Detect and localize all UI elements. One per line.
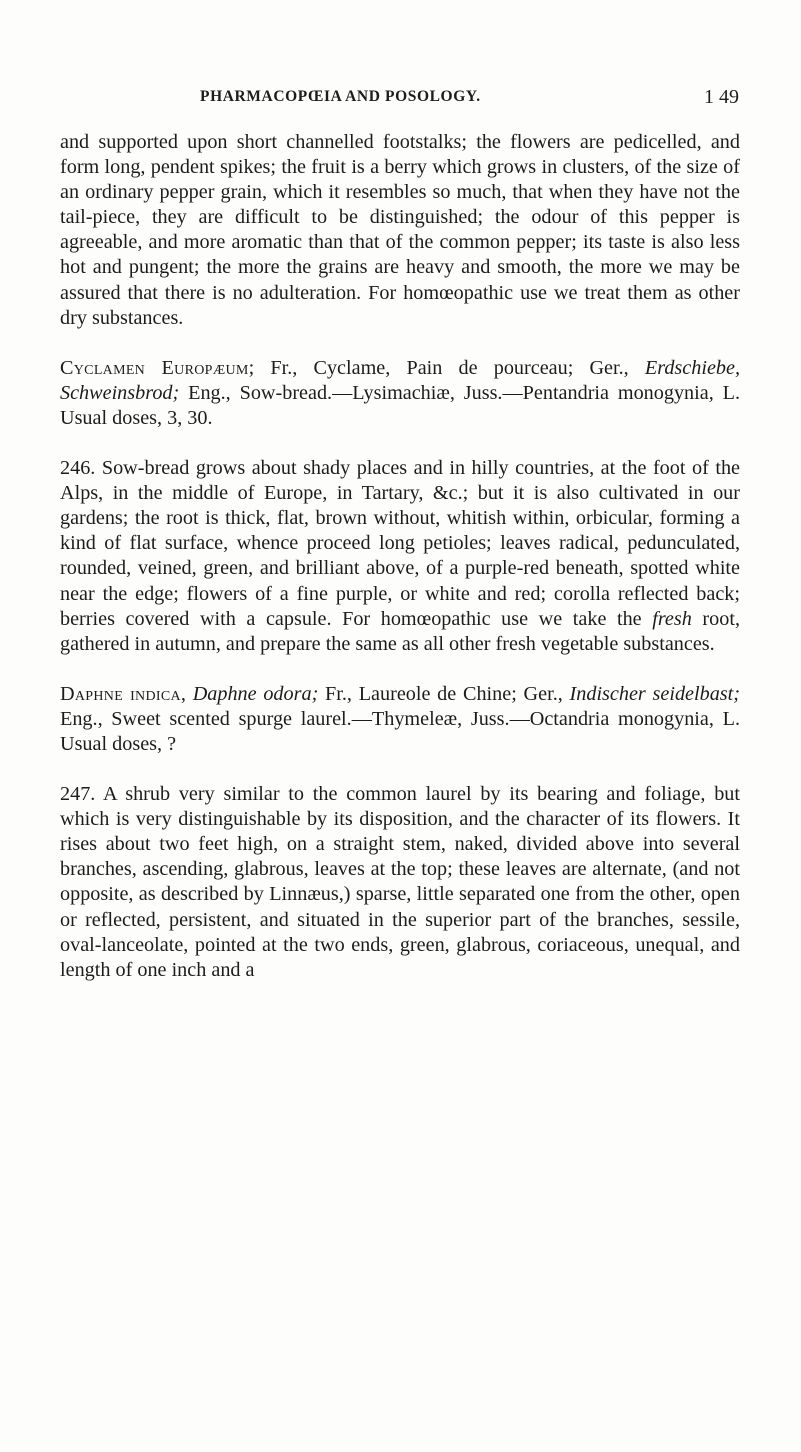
entry-daphne-text-2: Eng., Sweet scented spurge laurel.—Thymeleæ, Juss.—Octandria monogynia, L. Usual doses, ? xyxy=(60,707,740,755)
entry-cyclamen-german-name: Erdschiebe, Schweinsbrod; xyxy=(60,356,741,404)
page-number: 1 49 xyxy=(704,86,739,108)
paragraph-247: 247. A shrub very similar to the common laurel by its bearing and foliage, but which is very distinguishable by its disposition, and the character of its flowers. It rises about two feet high, on a straight stem, naked, divided above into several branches, ascending, glabrous, leaves at the top; these leaves are alternate, (and not opposite, as described by Linnæus,) sparse, little separated one from the other, open or reflected, persistent, and situated in the superior part of the branches, sessile, oval-lanceolate, pointed at the two ends, green, glabrous, coriaceous, unequal, and length of one inch and a xyxy=(60,783,740,981)
running-title: PHARMACOPŒIA AND POSOLOGY. xyxy=(200,88,481,105)
entry-name-daphne: Daphne indica xyxy=(60,682,181,705)
paragraph-246-end: root, gathered in autumn, and prepare the same as all other fresh vegetable substances. xyxy=(60,607,740,655)
paragraph-pepper-continued: and supported upon short channelled footstalks; the flowers are pedicelled, and form long, pendent spikes; the fruit is a berry which grows in clusters, of the size of an ordinary pepper grain, which it resembles so much, that when they have not the tail-piece, they are difficult to be distinguished; the odour of this pepper is agreeable, and more aromatic than that of the common pepper; its taste is also less hot and pungent; the more the grains are heavy and smooth, the more we may be assured that there is no adulteration. For homœopathic use we treat them as other dry substances. xyxy=(60,131,740,329)
entry-daphne-text-1: Fr., Laureole de Chine; Ger., xyxy=(318,682,570,705)
entry-daphne-text-0: , xyxy=(180,682,193,705)
entry-daphne xyxy=(60,682,740,757)
running-head xyxy=(60,88,739,112)
entry-cyclamen-text-1: ; Fr., Cyclame, Pain de pourceau; Ger., xyxy=(248,356,645,379)
entry-name-cyclamen: Cyclamen Europæum xyxy=(60,356,249,379)
paragraph-246-text: 246. Sow-bread grows about shady places and in hilly countries, at the foot of the Alps, in the middle of Europe, in Tartary, &c.; but it is also cultivated in our gardens; the root is thick, flat, brown without, whitish within, orbicular, forming a kind of flat surface, whence proceed long petioles; leaves radical, pedunculated, rounded, veined, green, and brilliant above, of a purple-red beneath, spotted white near the edge; flowers of a fine purple, or white and red; corolla reflected back; berries covered with a capsule. For homœopathic use we take the xyxy=(60,457,740,630)
entry-cyclamen xyxy=(60,356,740,431)
entry-daphne-latin-name: Daphne odora; xyxy=(192,682,319,705)
entry-cyclamen-text-2: Eng., Sow-bread.—Lysimachiæ, Juss.—Pentandria monogynia, L. Usual doses, 3, 30. xyxy=(60,381,740,429)
entry-daphne-german-name: Indischer seidelbast; xyxy=(569,682,740,705)
body-text xyxy=(60,130,740,983)
paragraph-246 xyxy=(60,456,740,657)
paragraph-246-fresh: fresh xyxy=(652,607,692,630)
